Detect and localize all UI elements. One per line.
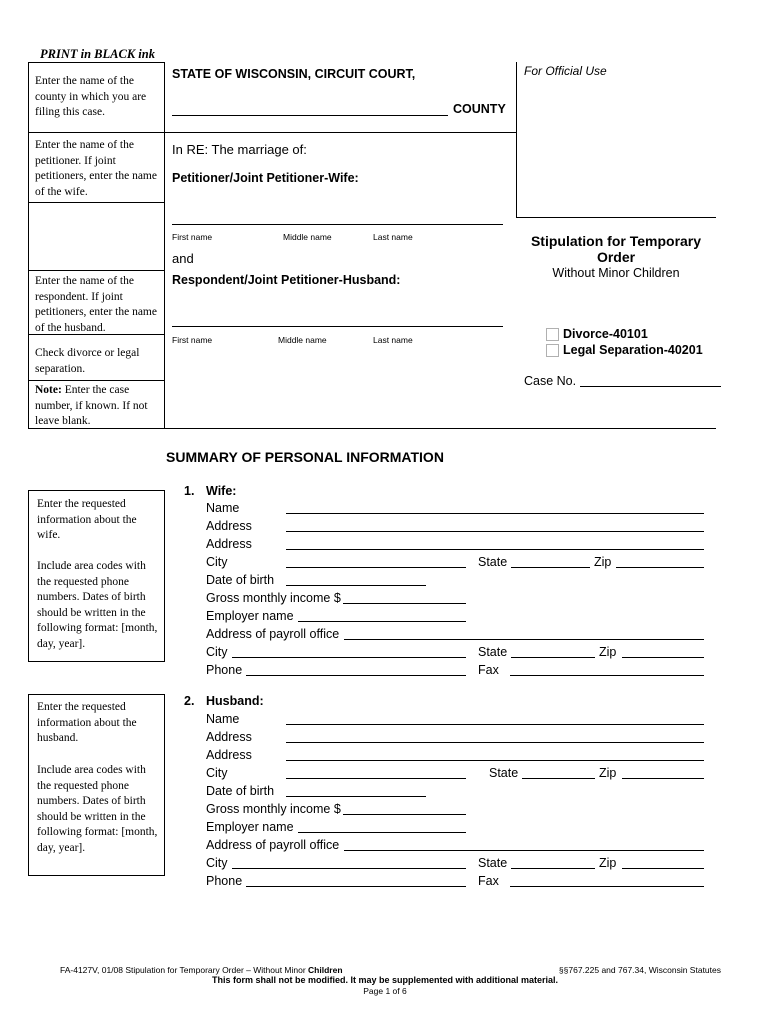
wife-zip-label: Zip [594, 555, 612, 569]
husband-address-label-1: Address [206, 730, 252, 744]
wife-payroll-input[interactable] [344, 639, 704, 640]
wife-instruction-1: Enter the requested information about the wife. [37, 498, 137, 541]
county-input[interactable] [172, 115, 448, 116]
form-title-line1: Stipulation for Temporary [530, 233, 702, 249]
husband-payroll-state-label: State [478, 856, 508, 870]
husband-payroll-city-input[interactable] [232, 868, 466, 869]
wife-address-label-1: Address [206, 519, 252, 533]
instruction-respondent: Enter the name of the respondent. If joint petitioners, enter the name of the husband. [35, 275, 157, 334]
husband-state-input[interactable] [522, 778, 595, 779]
wife-income-input[interactable] [343, 603, 466, 604]
husband-income-input[interactable] [343, 814, 466, 815]
wife-payroll-label: Address of payroll office [206, 627, 340, 641]
husband-instruction-2: Include area codes with the requested phone numbers. Dates of birth should be written in the following format: [month, day, year]. [37, 764, 158, 854]
wife-fax-label: Fax [478, 663, 499, 677]
official-use-label: For Official Use [524, 64, 607, 78]
husband-payroll-label: Address of payroll office [206, 838, 340, 852]
note-label: Note: [35, 384, 62, 396]
legal-separation-checkbox[interactable] [546, 344, 559, 357]
husband-payroll-input[interactable] [344, 850, 704, 851]
footer-page-number: Page 1 of 6 [363, 986, 407, 996]
form-title-line2: Order [596, 249, 636, 265]
husband-dob-input[interactable] [286, 796, 426, 797]
footer-form-id-text: FA-4127V, 01/08 Stipulation for Temporary Order – Without Minor [60, 965, 309, 975]
footer-notice: This form shall not be modified. It may be supplemented with additional material. [211, 975, 559, 985]
respondent-name-input[interactable] [172, 326, 503, 327]
husband-phone-input[interactable] [246, 886, 466, 887]
husband-zip-input[interactable] [622, 778, 704, 779]
instruction-check-type: Check divorce or legal separation. [35, 347, 140, 375]
form-title [516, 233, 716, 265]
petitioner-middle-name-label: Middle name [283, 232, 332, 242]
wife-name-input[interactable] [286, 513, 704, 514]
wife-payroll-state-input[interactable] [511, 657, 595, 658]
divorce-checkbox[interactable] [546, 328, 559, 341]
wife-state-label: State [478, 555, 508, 569]
husband-address-input-1[interactable] [286, 742, 704, 743]
husband-name-label: Name [206, 712, 240, 726]
in-re-label: In RE: The marriage of: [172, 142, 307, 157]
husband-address-input-2[interactable] [286, 760, 704, 761]
note-text: Enter the case number, if known. If not leave blank. [35, 384, 148, 427]
husband-payroll-state-input[interactable] [511, 868, 595, 869]
footer-statutes: §§767.225 and 767.34, Wisconsin Statutes [558, 965, 721, 975]
instruction-petitioner: Enter the name of the petitioner. If joint petitioners, enter the name of the wife. [35, 139, 157, 198]
wife-fax-input[interactable] [510, 675, 704, 676]
husband-zip-label: Zip [599, 766, 617, 780]
petitioner-label: Petitioner/Joint Petitioner-Wife: [172, 171, 359, 185]
husband-payroll-city-label: City [206, 856, 228, 870]
husband-city-input[interactable] [286, 778, 466, 779]
respondent-last-name-label: Last name [373, 335, 413, 345]
legal-separation-label: Legal Separation-40201 [563, 343, 703, 357]
wife-income-label: Gross monthly income $ [206, 591, 341, 605]
wife-dob-input[interactable] [286, 585, 426, 586]
husband-fax-input[interactable] [510, 886, 704, 887]
wife-instruction-2: Include area codes with the requested phone numbers. Dates of birth should be written in the following format: [month, day, year]. [37, 560, 158, 650]
husband-phone-label: Phone [206, 874, 243, 888]
county-label: COUNTY [453, 102, 506, 116]
wife-payroll-city-input[interactable] [232, 657, 466, 658]
wife-payroll-zip-input[interactable] [622, 657, 704, 658]
wife-dob-label: Date of birth [206, 573, 275, 587]
wife-state-input[interactable] [511, 567, 590, 568]
petitioner-last-name-label: Last name [373, 232, 413, 242]
instruction-case-note [35, 383, 160, 430]
husband-income-label: Gross monthly income $ [206, 802, 341, 816]
husband-fax-label: Fax [478, 874, 499, 888]
wife-phone-label: Phone [206, 663, 243, 677]
husband-name-input[interactable] [286, 724, 704, 725]
form-subtitle: Without Minor Children [552, 266, 680, 280]
case-number-input[interactable] [580, 386, 721, 387]
husband-employer-input[interactable] [298, 832, 466, 833]
wife-zip-input[interactable] [616, 567, 704, 568]
footer-form-id-bold: Children [308, 965, 343, 975]
section-heading: SUMMARY OF PERSONAL INFORMATION [166, 449, 444, 465]
divorce-label: Divorce-40101 [563, 327, 648, 341]
husband-payroll-zip-input[interactable] [622, 868, 704, 869]
print-instruction: PRINT in BLACK ink [40, 47, 155, 61]
petitioner-first-name-label: First name [172, 232, 213, 242]
wife-heading: Wife: [206, 484, 237, 498]
respondent-first-name-label: First name [172, 335, 213, 345]
case-number-label: Case No. [524, 374, 577, 388]
wife-employer-input[interactable] [298, 621, 466, 622]
respondent-middle-name-label: Middle name [278, 335, 327, 345]
and-label: and [172, 251, 194, 266]
husband-employer-label: Employer name [206, 820, 294, 834]
wife-payroll-city-label: City [206, 645, 228, 659]
husband-address-label-2: Address [206, 748, 252, 762]
instruction-county: Enter the name of the county in which you are filing this case. [35, 75, 147, 118]
husband-city-label: City [206, 766, 228, 780]
husband-state-label: State [489, 766, 519, 780]
husband-dob-label: Date of birth [206, 784, 275, 798]
wife-number: 1. [184, 484, 195, 498]
wife-address-input-1[interactable] [286, 531, 704, 532]
wife-city-label: City [206, 555, 228, 569]
wife-city-input[interactable] [286, 567, 466, 568]
court-title: STATE OF WISCONSIN, CIRCUIT COURT, [172, 67, 416, 81]
husband-heading: Husband: [206, 694, 264, 708]
wife-payroll-zip-label: Zip [599, 645, 617, 659]
husband-payroll-zip-label: Zip [599, 856, 617, 870]
footer-form-id [60, 965, 343, 975]
wife-phone-input[interactable] [246, 675, 466, 676]
wife-employer-label: Employer name [206, 609, 294, 623]
wife-payroll-state-label: State [478, 645, 508, 659]
wife-address-input-2[interactable] [286, 549, 704, 550]
petitioner-name-input[interactable] [172, 224, 503, 225]
wife-name-label: Name [206, 501, 240, 515]
wife-address-label-2: Address [206, 537, 252, 551]
husband-instruction-1: Enter the requested information about the husband. [37, 701, 137, 744]
respondent-label: Respondent/Joint Petitioner-Husband: [172, 273, 401, 287]
husband-number: 2. [184, 694, 195, 708]
